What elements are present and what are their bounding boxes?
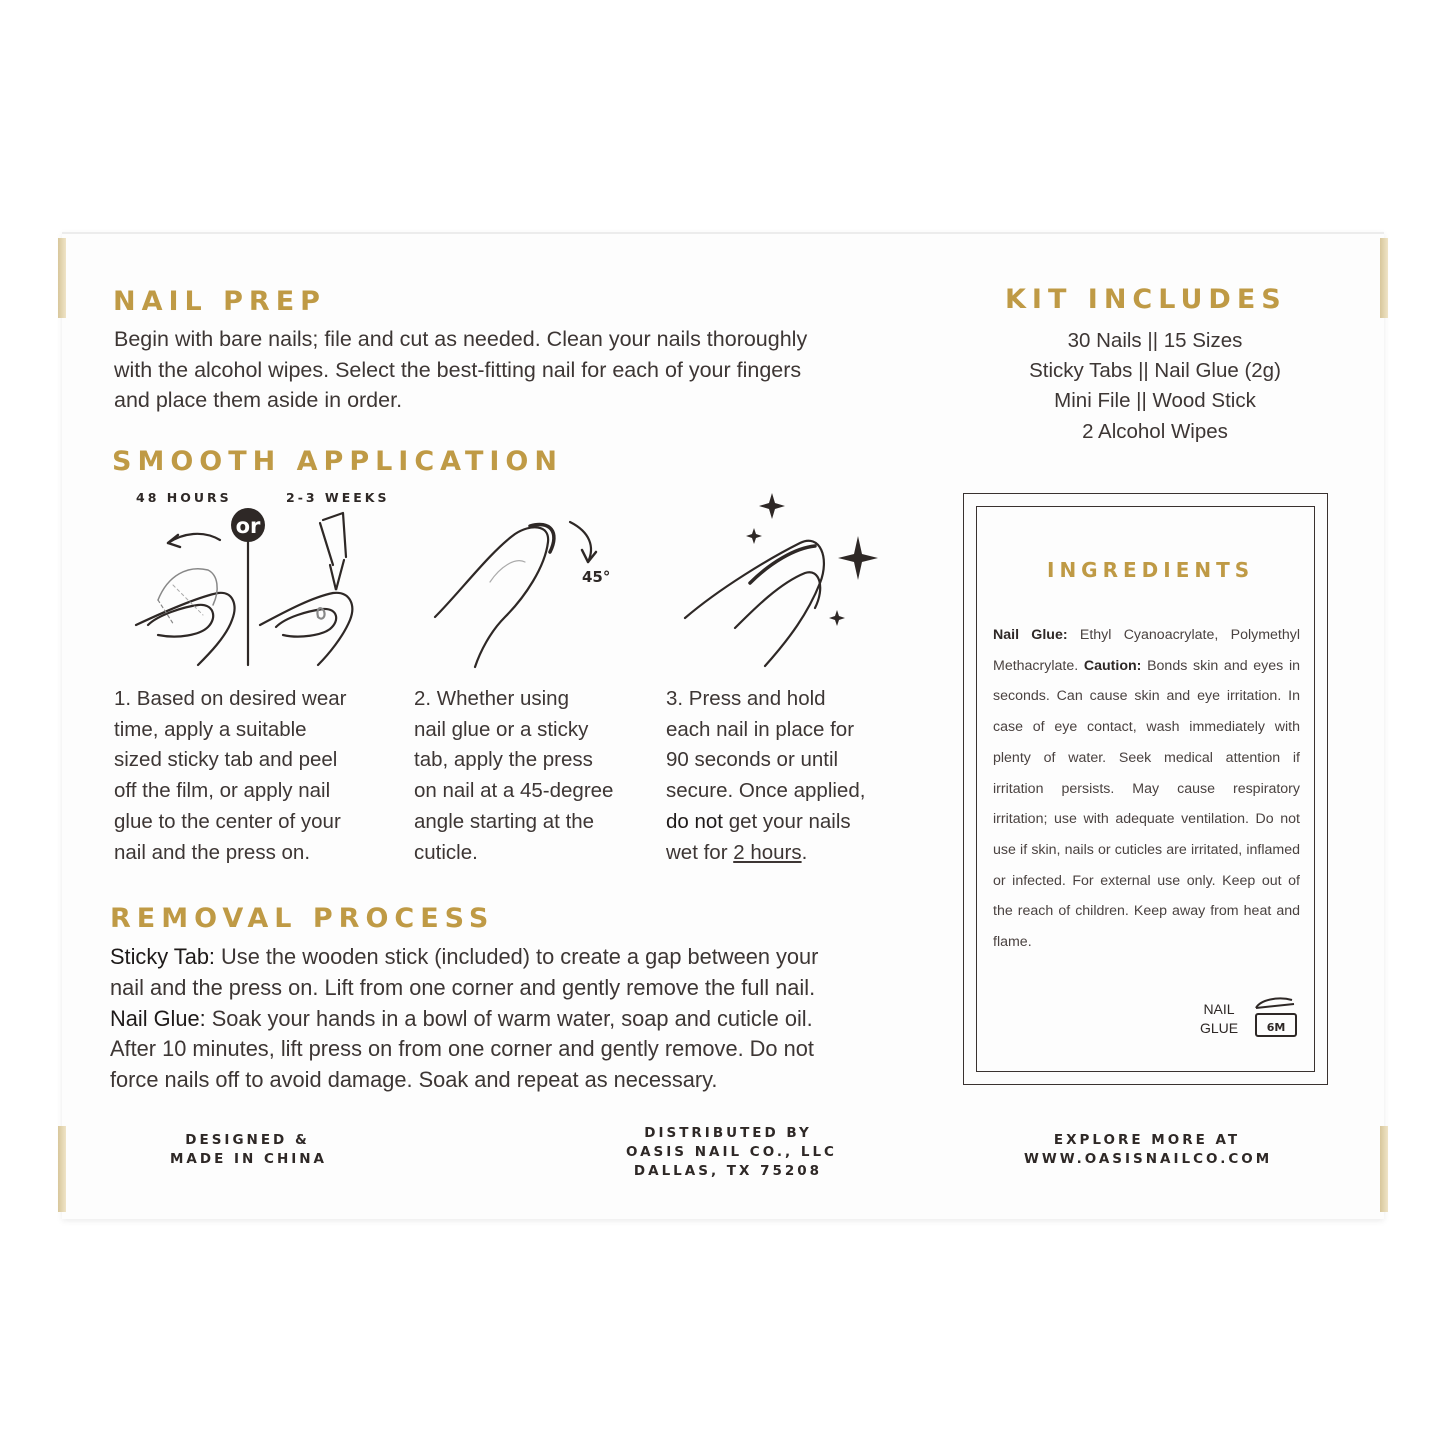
sticky-tab-or-glue-illustration [128, 505, 368, 675]
step-line: tab, apply the press [414, 748, 593, 772]
kit-item: Mini File || Wood Stick [1054, 389, 1256, 412]
step-line: cuticle. [414, 840, 478, 864]
pao-label-line: NAIL [1203, 1001, 1235, 1017]
step-line [666, 807, 906, 838]
label-48-hours: 48 HOURS [136, 490, 232, 505]
nail-prep-heading: NAIL PREP [113, 286, 326, 317]
kit-item: 2 Alcohol Wipes [1082, 420, 1228, 443]
step-line-pre: wet for [666, 840, 734, 864]
step-3-text [666, 684, 906, 868]
label-2-3-weeks: 2-3 WEEKS [286, 490, 390, 505]
nail-prep-line: and place them aside in order. [114, 388, 403, 412]
removal-line: nail and the press on. Lift from one corner and gently remove the full nail. [110, 974, 816, 1000]
step-line: nail glue or a sticky [414, 717, 589, 741]
angle-label: 45° [582, 568, 611, 586]
removal-process-heading: REMOVAL PROCESS [110, 903, 495, 934]
footer-origin [170, 1131, 328, 1169]
footer-line: DISTRIBUTED BY [644, 1125, 812, 1141]
or-badge-text: or [235, 514, 261, 538]
removal-line: force nails off to avoid damage. Soak and repeat as necessary. [110, 1067, 718, 1093]
nail-glue-label: Nail Glue: [110, 1005, 206, 1031]
footer-line: WWW.OASISNAILCO.COM [1024, 1151, 1273, 1167]
pao-label-line: GLUE [1199, 1020, 1239, 1036]
pao-label [1196, 1000, 1242, 1038]
caution-text: Bonds skin and eyes in seconds. Can cause skin and eye irritation. In case of eye contact, wash immediately with plenty of water. Seek medical attention if irritation persists. May cause respiratory irritation; use with adequate ventilation. Do not use if skin, nails or cuticles are irritated, inflamed or infected. For external use only. Keep out of the reach of children. Keep away from heat and flame. [993, 657, 1300, 951]
footer-website [1024, 1131, 1273, 1169]
removal-line [110, 1004, 818, 1035]
step-line: 90 seconds or until [666, 748, 839, 772]
footer-line: OASIS NAIL CO., LLC [626, 1144, 837, 1160]
footer-line: DALLAS, TX 75208 [633, 1163, 823, 1179]
nail-glue-ingredient-label: Nail Glue: [993, 627, 1068, 643]
press-at-45-degree-illustration [430, 512, 630, 672]
step-line: on nail at a 45-degree [414, 779, 614, 803]
footer-line: MADE IN CHINA [170, 1151, 328, 1167]
box-flap-top-right [1380, 238, 1388, 318]
kit-includes-heading: KIT INCLUDES [1005, 284, 1287, 315]
sticky-tab-label: Sticky Tab: [110, 944, 215, 969]
removal-line [110, 942, 818, 973]
step-line: sized sticky tab and peel [114, 748, 338, 772]
two-hours-emphasis: 2 hours [733, 840, 802, 864]
step-line: angle starting at the [414, 809, 595, 833]
press-and-hold-illustration [680, 488, 890, 673]
step-line: time, apply a suitable [114, 717, 307, 741]
box-flap-bottom-right [1380, 1126, 1388, 1212]
sparkle-icon [746, 493, 878, 626]
open-jar-icon [1250, 994, 1300, 1040]
ingredients-text [993, 620, 1300, 958]
smooth-application-heading: SMOOTH APPLICATION [112, 446, 563, 477]
step-line: each nail in place for [666, 717, 855, 741]
removal-line: After 10 minutes, lift press on from one corner and gently remove. Do not [110, 1036, 814, 1062]
do-not-emphasis: do not [666, 809, 723, 833]
step-line: nail and the press on. [114, 840, 311, 864]
step-line: 3. Press and hold [666, 687, 826, 710]
step-line-rest: get your nails [723, 809, 851, 833]
step-line: secure. Once applied, [666, 779, 866, 803]
step-line-post: . [801, 840, 808, 864]
box-flap-top-left [58, 238, 66, 318]
removal-text [110, 942, 818, 1096]
pao-value: 6M [1266, 1021, 1286, 1034]
step-line: glue to the center of your [114, 809, 341, 833]
box-flap-bottom-left [58, 1126, 66, 1212]
step-line [666, 838, 906, 869]
step-line: 1. Based on desired wear [114, 687, 347, 710]
nail-prep-line: Begin with bare nails; file and cut as needed. Clean your nails thoroughly [114, 327, 808, 351]
removal-line-text: Use the wooden stick (included) to create a gap between your [215, 944, 819, 969]
footer-line: DESIGNED & [185, 1132, 310, 1148]
step-line: 2. Whether using [414, 687, 569, 710]
nail-prep-line: with the alcohol wipes. Select the best-fitting nail for each of your fingers [114, 357, 802, 382]
step-1-text [114, 684, 399, 868]
footer-distributor [626, 1124, 837, 1181]
caution-label: Caution: [1083, 657, 1142, 674]
kit-item: Sticky Tabs || Nail Glue (2g) [1029, 359, 1281, 382]
nail-prep-text [114, 324, 807, 416]
footer-line: EXPLORE MORE AT [1053, 1132, 1241, 1148]
removal-line-text: Soak your hands in a bowl of warm water, soap and cuticle oil. [205, 1005, 813, 1031]
ingredients-heading: INGREDIENTS [1047, 558, 1255, 582]
step-2-text [414, 684, 654, 868]
ingredients-list: Ethyl Cyanoacrylate, Polymethyl Methacrylate. [993, 627, 1300, 674]
step-line: off the film, or apply nail [114, 779, 331, 803]
kit-item: 30 Nails || 15 Sizes [1067, 329, 1243, 352]
